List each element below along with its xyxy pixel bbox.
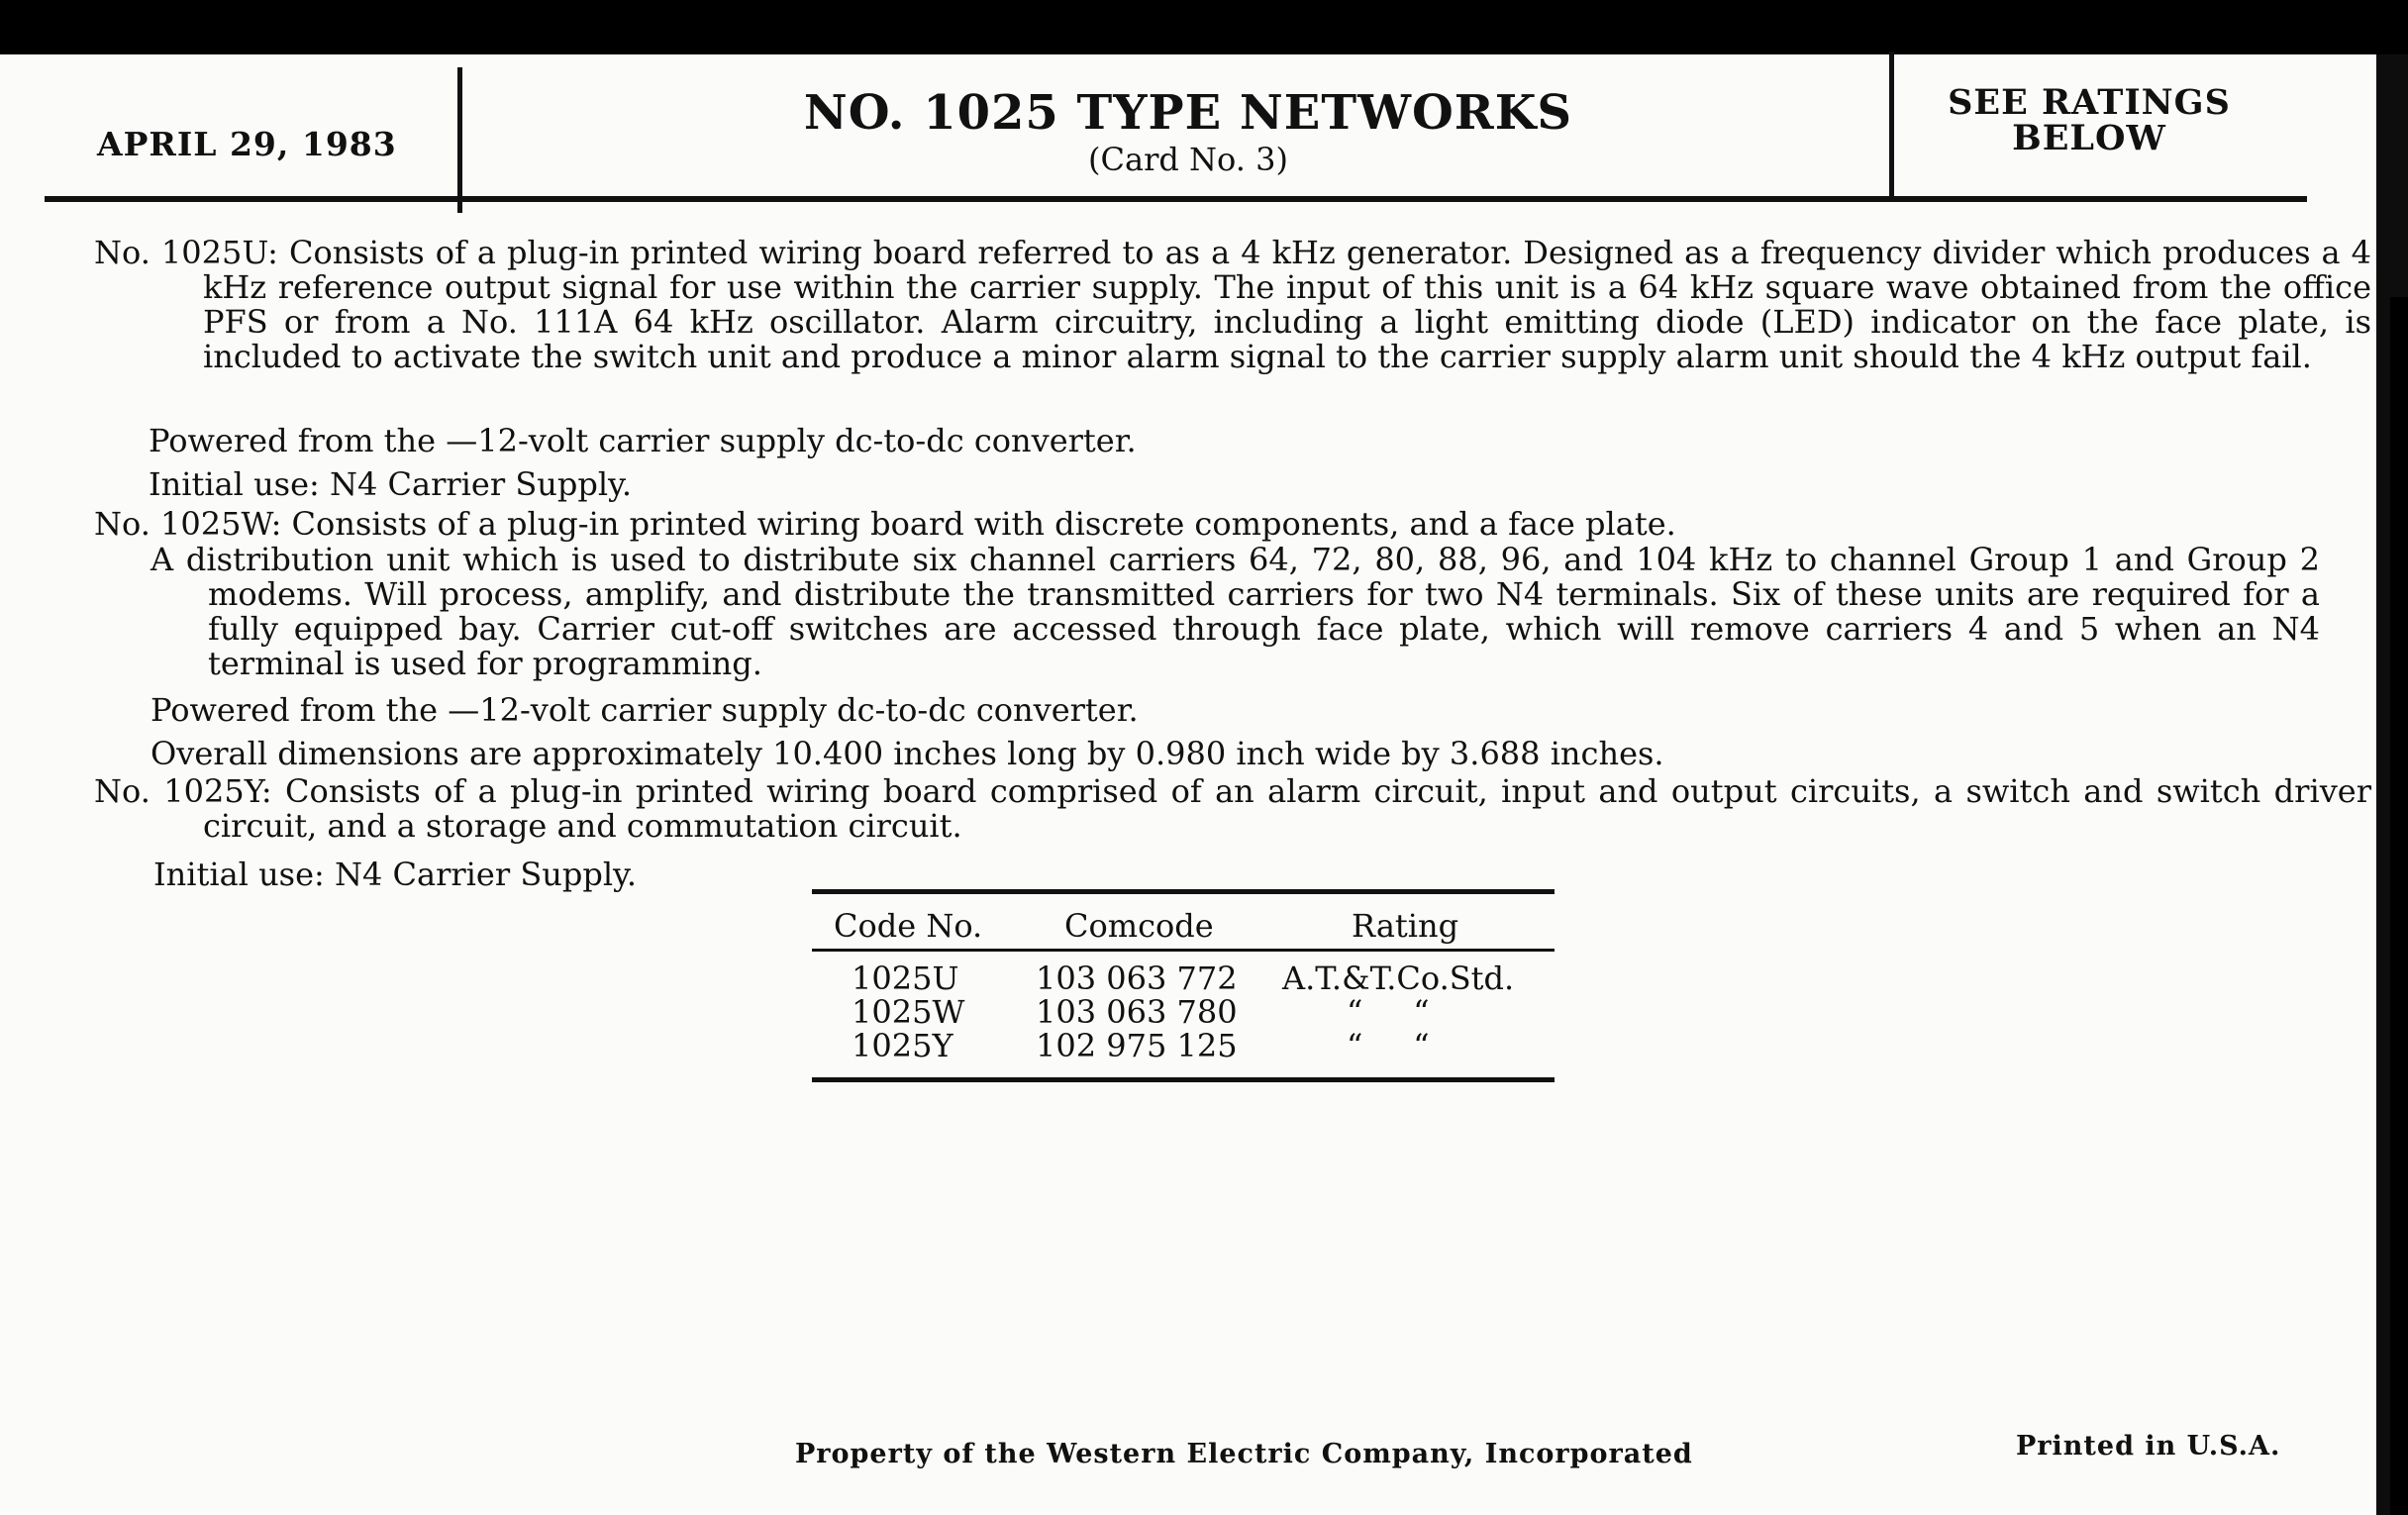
table-header-rating: Rating — [1352, 907, 1459, 945]
paragraph-1025w: No. 1025W: Consists of a plug-in printed wiring board with discrete components, and a face plate. — [94, 505, 1676, 543]
table-cell-rating: “ “ — [1347, 993, 1430, 1031]
table-cell-code: 1025Y — [852, 1027, 953, 1064]
table-header-comcode: Comcode — [1064, 907, 1214, 945]
ratings-note — [1931, 82, 2248, 158]
paragraph-1025u-power: Powered from the —12-volt carrier supply dc-to-dc converter. — [149, 422, 1137, 459]
paragraph-1025y: No. 1025Y: Consists of a plug-in printed wiring board comprised of an alarm circuit, input and output circuits, a switch and switch driver circuit, and a storage and commutation circuit. — [94, 772, 2371, 845]
ratings-table — [812, 889, 1555, 1087]
table-bottom-rule — [812, 1077, 1555, 1082]
table-cell-rating: A.T.&T.Co.Std. — [1282, 960, 1515, 997]
table-cell-code: 1025U — [852, 960, 959, 997]
table-cell-comcode: 103 063 780 — [1036, 993, 1238, 1031]
table-cell-comcode: 103 063 772 — [1036, 960, 1238, 997]
table-cell-rating: “ “ — [1347, 1027, 1430, 1064]
header-divider-right — [1889, 51, 1894, 200]
table-cell-comcode: 102 975 125 — [1036, 1027, 1238, 1064]
table-top-rule — [812, 889, 1555, 894]
ratings-note-line1: SEE RATINGS — [1948, 82, 2231, 123]
table-header-code: Code No. — [834, 907, 983, 945]
card-date: APRIL 29, 1983 — [97, 125, 397, 163]
paragraph-1025w-distribution: A distribution unit which is used to distribute six channel carriers 64, 72, 80, 88, 96, and 104 kHz to channel Group 1 and Group 2 modems. Will process, amplify, and distribute the transmitted carriers for two N4 terminals. Six of these units are required for a fully equipped bay. Carrier cut-off switches are accessed through face plate, which will remove carriers 4 and 5 when an N4 terminal is used for programming. — [150, 541, 2320, 682]
paragraph-1025w-power: Powered from the —12-volt carrier supply dc-to-dc converter. — [150, 691, 1139, 729]
card-subtitle: (Card No. 3) — [1088, 141, 1288, 178]
paragraph-1025u-use: Initial use: N4 Carrier Supply. — [149, 465, 633, 503]
paragraph-1025w-dimensions: Overall dimensions are approximately 10.400 inches long by 0.980 inch wide by 3.688 inches. — [150, 735, 1664, 772]
table-header-rule — [812, 949, 1555, 952]
header-divider-left — [457, 67, 462, 213]
table-cell-code: 1025W — [852, 993, 965, 1031]
scan-edge-shadow — [2390, 297, 2408, 1515]
footer-printed: Printed in U.S.A. — [2016, 1431, 2281, 1462]
paragraph-1025y-use: Initial use: N4 Carrier Supply. — [153, 856, 638, 893]
header-rule — [45, 196, 2307, 202]
paragraph-1025u: No. 1025U: Consists of a plug-in printed wiring board referred to as a 4 kHz generator. Designed as a frequency divider which produces a 4 kHz reference output signal for use within the carrier supply. The input of this unit is a 64 kHz square wave obtained from the office PFS or from a No. 111A 64 kHz oscillator. Alarm circuitry, including a light emitting diode (LED) indicator on the face plate, is included to activate the switch unit and produce a minor alarm signal to the carrier supply alarm unit should the 4 kHz output fail. — [94, 234, 2371, 375]
footer-property: Property of the Western Electric Company, Incorporated — [795, 1439, 1693, 1469]
card-title: NO. 1025 TYPE NETWORKS — [803, 85, 1573, 141]
ratings-note-line2: BELOW — [2012, 118, 2166, 158]
